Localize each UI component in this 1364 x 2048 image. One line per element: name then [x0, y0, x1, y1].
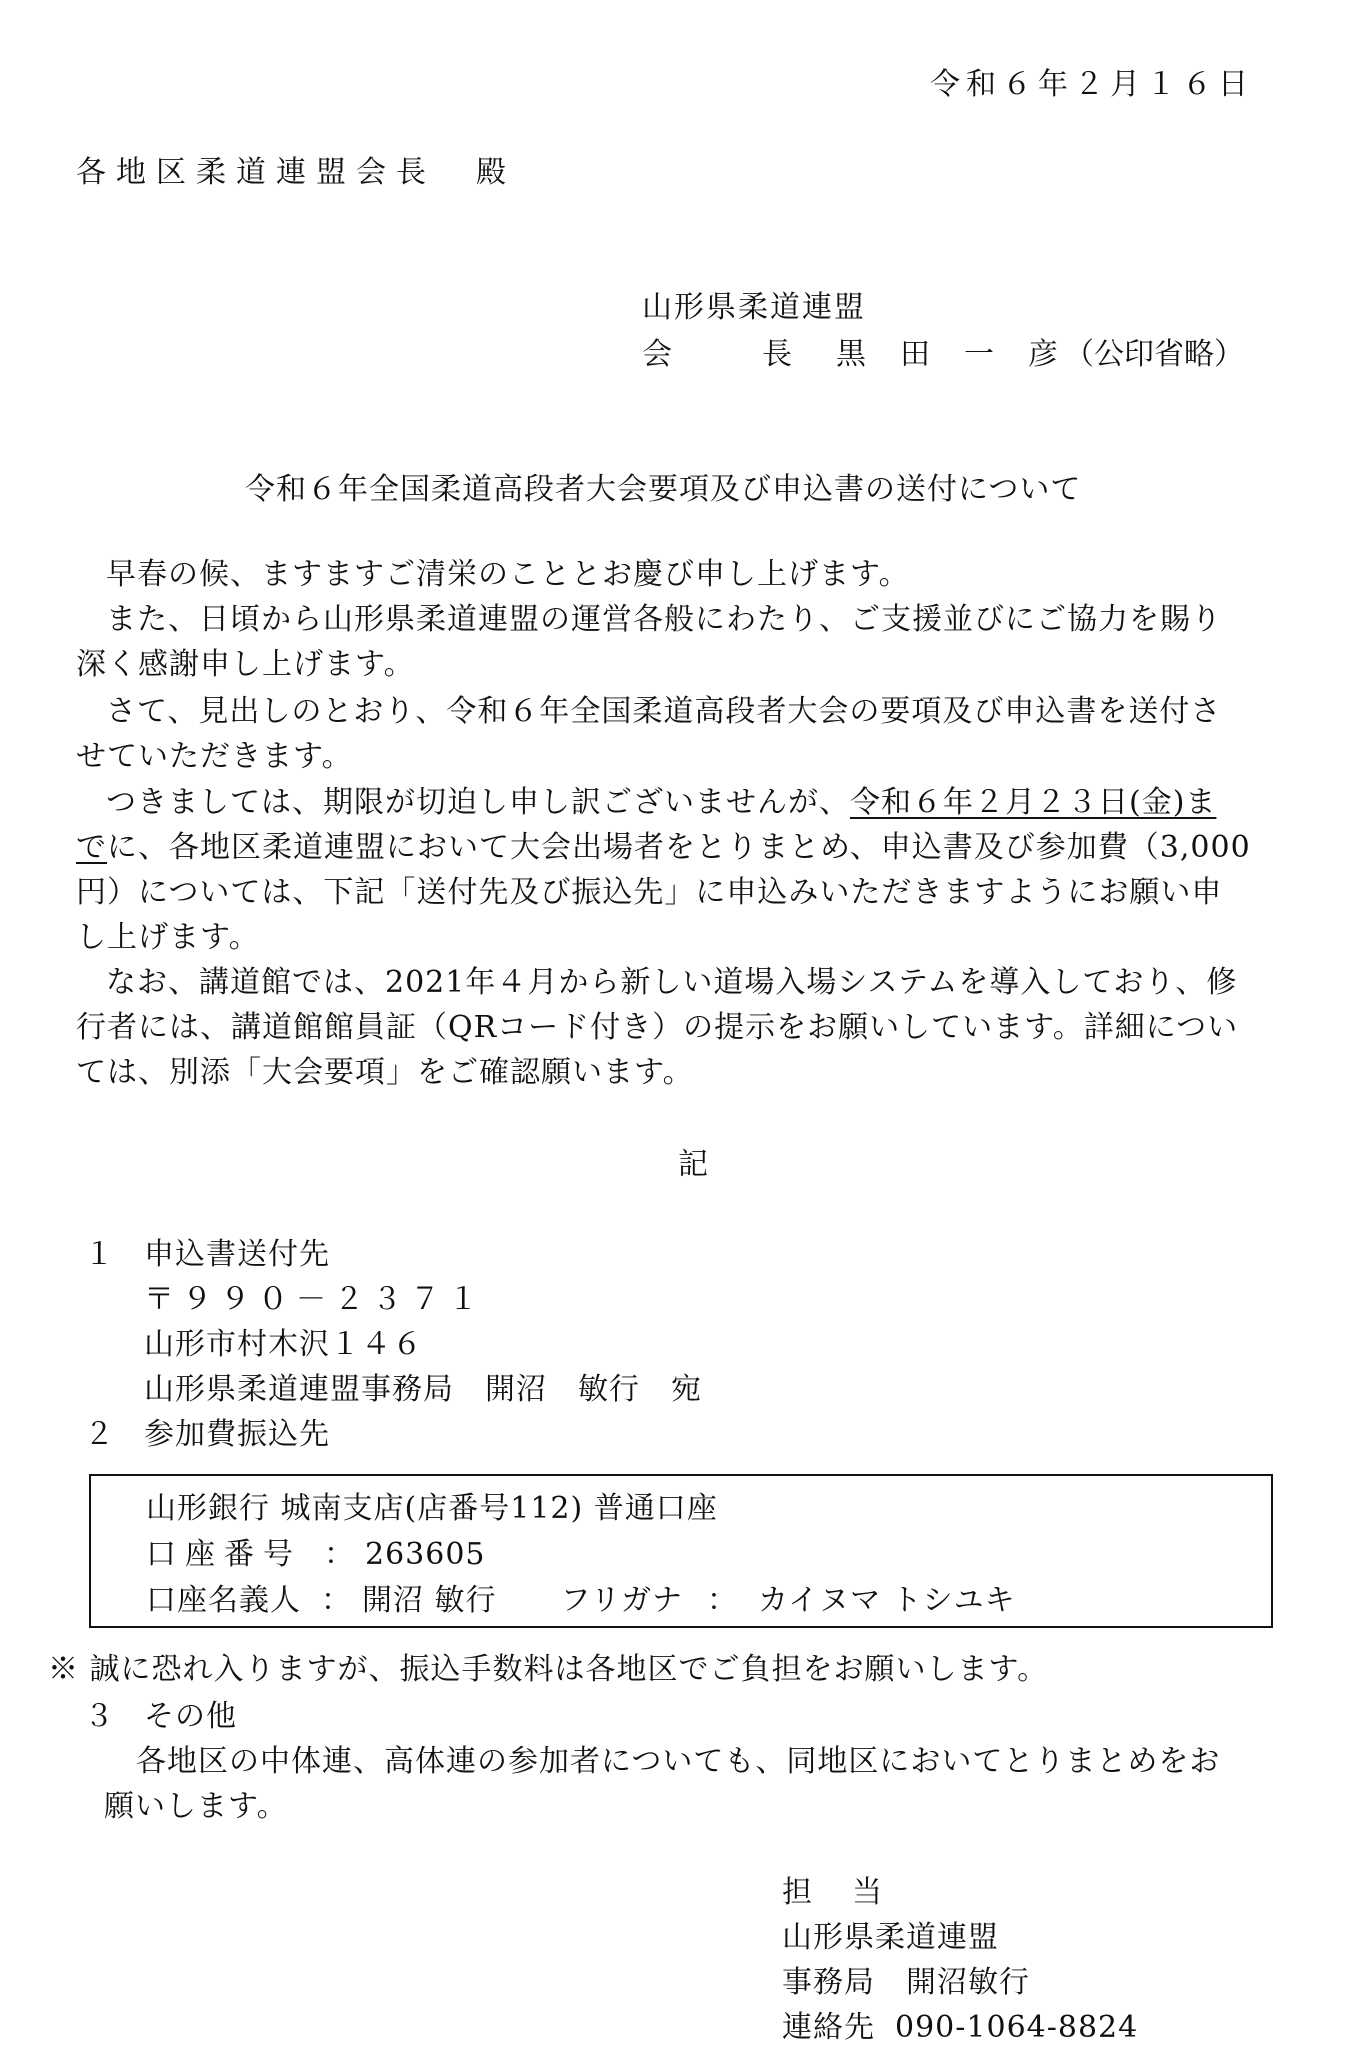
holder-name: 開沼 敏行: [362, 1583, 497, 1618]
bank-account-box: [89, 1474, 1273, 1628]
separator: ：: [321, 1583, 352, 1618]
item-number: ２: [84, 1417, 114, 1452]
kana-label: フリガナ: [560, 1583, 684, 1618]
sender-name: 黒田一彦: [836, 337, 1092, 372]
recipient: 各地区柔道連盟会長 殿: [76, 155, 516, 190]
body-line: なお、講道館では、2021年４月から新しい道場入場システムを導入しており、修: [106, 965, 1238, 1000]
body-line: 早春の候、ますますご清栄のこととお慶び申し上げます。: [106, 557, 910, 592]
document-date: 令和６年２月１６日: [930, 67, 1254, 102]
sender-organization: 山形県柔道連盟: [642, 290, 866, 325]
account-number-row: [146, 1537, 486, 1572]
body-line: 円）については、下記「送付先及び振込先」に申込みいただきますようにお願い申: [76, 875, 1223, 910]
document-subject: 令和６年全国柔道高段者大会要項及び申込書の送付について: [245, 472, 1082, 507]
item-title: 参加費振込先: [144, 1417, 330, 1452]
item-number: ３: [84, 1699, 114, 1734]
body-line: さて、見出しのとおり、令和６年全国柔道高段者大会の要項及び申込書を送付さ: [106, 694, 1222, 729]
kana-name: カイヌマ トシユキ: [758, 1583, 1016, 1618]
body-line: 深く感謝申し上げます。: [76, 647, 415, 682]
separator: ：: [707, 1583, 739, 1618]
transfer-fee-note: ※ 誠に恐れ入りますが、振込手数料は各地区でご負担をお願いします。: [48, 1652, 1049, 1687]
item-number: １: [84, 1237, 114, 1272]
contact-organization: 山形県柔道連盟: [782, 1920, 999, 1955]
account-holder-row: [146, 1583, 1016, 1618]
deadline-underlined: で: [76, 830, 107, 865]
postal-code: 〒９９０－２３７１: [144, 1282, 486, 1317]
body-line: [106, 785, 1217, 820]
body-line: せていただきます。: [76, 739, 353, 774]
phone-number: 090-1064-8824: [895, 2010, 1139, 2045]
body-line: [76, 830, 1251, 865]
body-line: ては、別添「大会要項」をご確認願います。: [76, 1055, 694, 1090]
address: 山形市村木沢１４６: [144, 1327, 423, 1362]
item-text: 願いします。: [104, 1789, 288, 1824]
account-number: 263605: [365, 1537, 486, 1572]
contact-phone-row: [782, 2010, 1139, 2045]
contact-label: 担当: [782, 1875, 922, 1910]
separator: ：: [324, 1537, 355, 1572]
deadline-underlined: 令和６年２月２３日(金)ま: [850, 785, 1217, 820]
phone-label: 連絡先: [782, 2010, 875, 2045]
body-line: また、日頃から山形県柔道連盟の運営各般にわたり、ご支援並びにご協力を賜り: [106, 602, 1222, 637]
ki-heading: 記: [678, 1147, 708, 1182]
bank-name: 山形銀行 城南支店(店番号112) 普通口座: [146, 1491, 718, 1526]
addressee: 山形県柔道連盟事務局 開沼 敏行 宛: [144, 1372, 702, 1407]
holder-label: 口座名義人: [146, 1583, 301, 1618]
body-line: 行者には、講道館館員証（QRコード付き）の提示をお願いしています。詳細につい: [76, 1010, 1239, 1045]
body-line: し上げます。: [76, 920, 260, 955]
body-text: に、各地区柔道連盟において大会出場者をとりまとめ、申込書及び参加費（3,000: [107, 830, 1251, 865]
contact-office: 事務局 開沼敏行: [782, 1965, 1030, 2000]
item-title: 申込書送付先: [144, 1237, 330, 1272]
body-text: つきましては、期限が切迫し申し訳ございませんが、: [106, 785, 850, 820]
sender-signature: [642, 337, 1244, 372]
item-text: 各地区の中体連、高体連の参加者についても、同地区においてとりまとめをお: [136, 1744, 1221, 1779]
sender-title: 会 長: [642, 337, 822, 372]
item-title: その他: [144, 1699, 237, 1734]
account-number-label: 口座番号: [146, 1537, 302, 1572]
seal-omitted-note: （公印省略）: [1064, 337, 1244, 372]
